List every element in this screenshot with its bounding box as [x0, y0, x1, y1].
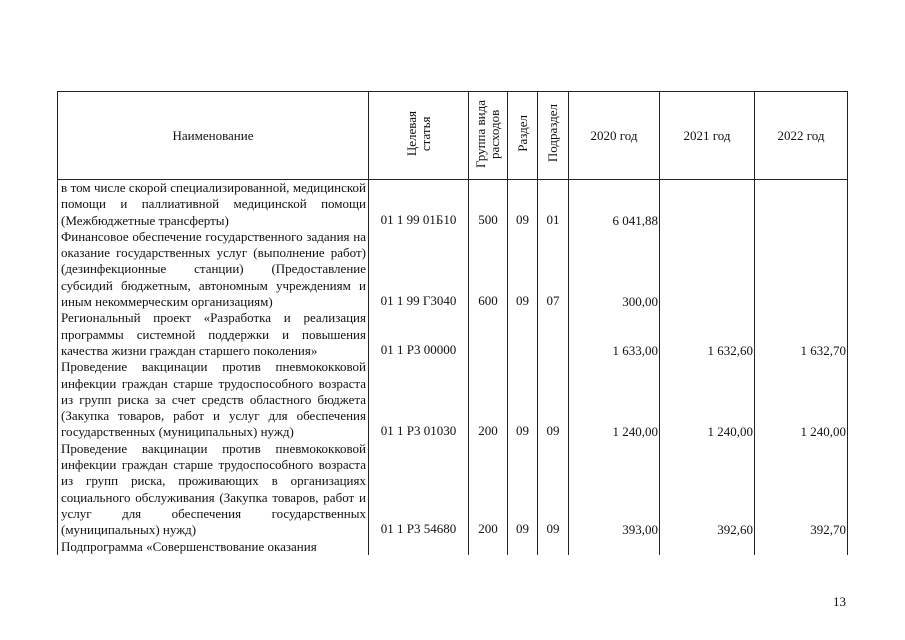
- row-2020: [569, 539, 660, 555]
- row-target: 01 1 P3 01030: [369, 359, 469, 440]
- row-subsection: [538, 539, 569, 555]
- table-row: [58, 180, 848, 229]
- header-target: Целевая статья: [369, 92, 469, 180]
- row-2020: 1 633,00: [569, 310, 660, 359]
- header-2022: 2022 год: [755, 92, 848, 180]
- row-2021: 1 240,00: [660, 359, 755, 440]
- row-group: 200: [469, 441, 508, 539]
- row-group: [469, 310, 508, 359]
- row-2020: 393,00: [569, 441, 660, 539]
- header-name: Наименование: [58, 92, 369, 180]
- row-group: 200: [469, 359, 508, 440]
- row-name: Финансовое обеспечение государственного задания на оказание государственных услуг (выполнение работ) (дезинфекционные станции) (Предоставление субсидий бюджетным, автономным учреждениям и иным некоммерческим организациям): [58, 229, 369, 310]
- row-2022: [755, 180, 848, 229]
- table-row: [58, 310, 848, 359]
- row-2021: [660, 229, 755, 310]
- row-subsection: 09: [538, 441, 569, 539]
- header-2020: 2020 год: [569, 92, 660, 180]
- row-group: [469, 539, 508, 555]
- row-group: 500: [469, 180, 508, 229]
- budget-table: [57, 91, 848, 555]
- row-section: 09: [508, 359, 538, 440]
- row-subsection: 07: [538, 229, 569, 310]
- row-2020: 6 041,88: [569, 180, 660, 229]
- row-name: Подпрограмма «Совершенствование оказания: [58, 539, 369, 555]
- row-2022: 1 240,00: [755, 359, 848, 440]
- row-2022: [755, 539, 848, 555]
- row-name: Проведение вакцинации против пневмококковой инфекции граждан старше трудоспособного возраста из групп риска, проживающих в организациях социального обслуживания (Закупка товаров, работ и услуг для обеспечения государственных (муниципальных) нужд): [58, 441, 369, 539]
- header-subsection: Подраздел: [538, 92, 569, 180]
- row-target: 01 1 P3 00000: [369, 310, 469, 359]
- row-section: 09: [508, 441, 538, 539]
- row-section: [508, 310, 538, 359]
- row-2020: 1 240,00: [569, 359, 660, 440]
- row-name: в том числе скорой специализированной, медицинской помощи и паллиативной медицинской помощи (Межбюджетные трансферты): [58, 180, 369, 229]
- table-header-row: [58, 92, 848, 180]
- row-subsection: 09: [538, 359, 569, 440]
- row-target: 01 1 99 Г3040: [369, 229, 469, 310]
- row-subsection: 01: [538, 180, 569, 229]
- row-2022: 392,70: [755, 441, 848, 539]
- row-target: 01 1 P3 54680: [369, 441, 469, 539]
- row-name: Региональный проект «Разработка и реализация программы системной поддержки и повышения качества жизни граждан старшего поколения»: [58, 310, 369, 359]
- row-2021: [660, 539, 755, 555]
- row-2021: 1 632,60: [660, 310, 755, 359]
- row-2021: [660, 180, 755, 229]
- table-row: [58, 539, 848, 555]
- row-section: 09: [508, 180, 538, 229]
- page-number: 13: [833, 594, 846, 609]
- table-row: [58, 359, 848, 440]
- row-subsection: [538, 310, 569, 359]
- row-2020: 300,00: [569, 229, 660, 310]
- header-group: Группа вида расходов: [469, 92, 508, 180]
- row-target: 01 1 99 01Б10: [369, 180, 469, 229]
- row-target: [369, 539, 469, 555]
- row-2021: 392,60: [660, 441, 755, 539]
- row-2022: [755, 229, 848, 310]
- table-row: [58, 229, 848, 310]
- header-section: Раздел: [508, 92, 538, 180]
- row-group: 600: [469, 229, 508, 310]
- header-2021: 2021 год: [660, 92, 755, 180]
- row-2022: 1 632,70: [755, 310, 848, 359]
- row-section: [508, 539, 538, 555]
- table-row: [58, 441, 848, 539]
- row-name: Проведение вакцинации против пневмококковой инфекции граждан старше трудоспособного возраста из групп риска за счет средств областного бюджета (Закупка товаров, работ и услуг для обеспечения государственных (муниципальных) нужд): [58, 359, 369, 440]
- row-section: 09: [508, 229, 538, 310]
